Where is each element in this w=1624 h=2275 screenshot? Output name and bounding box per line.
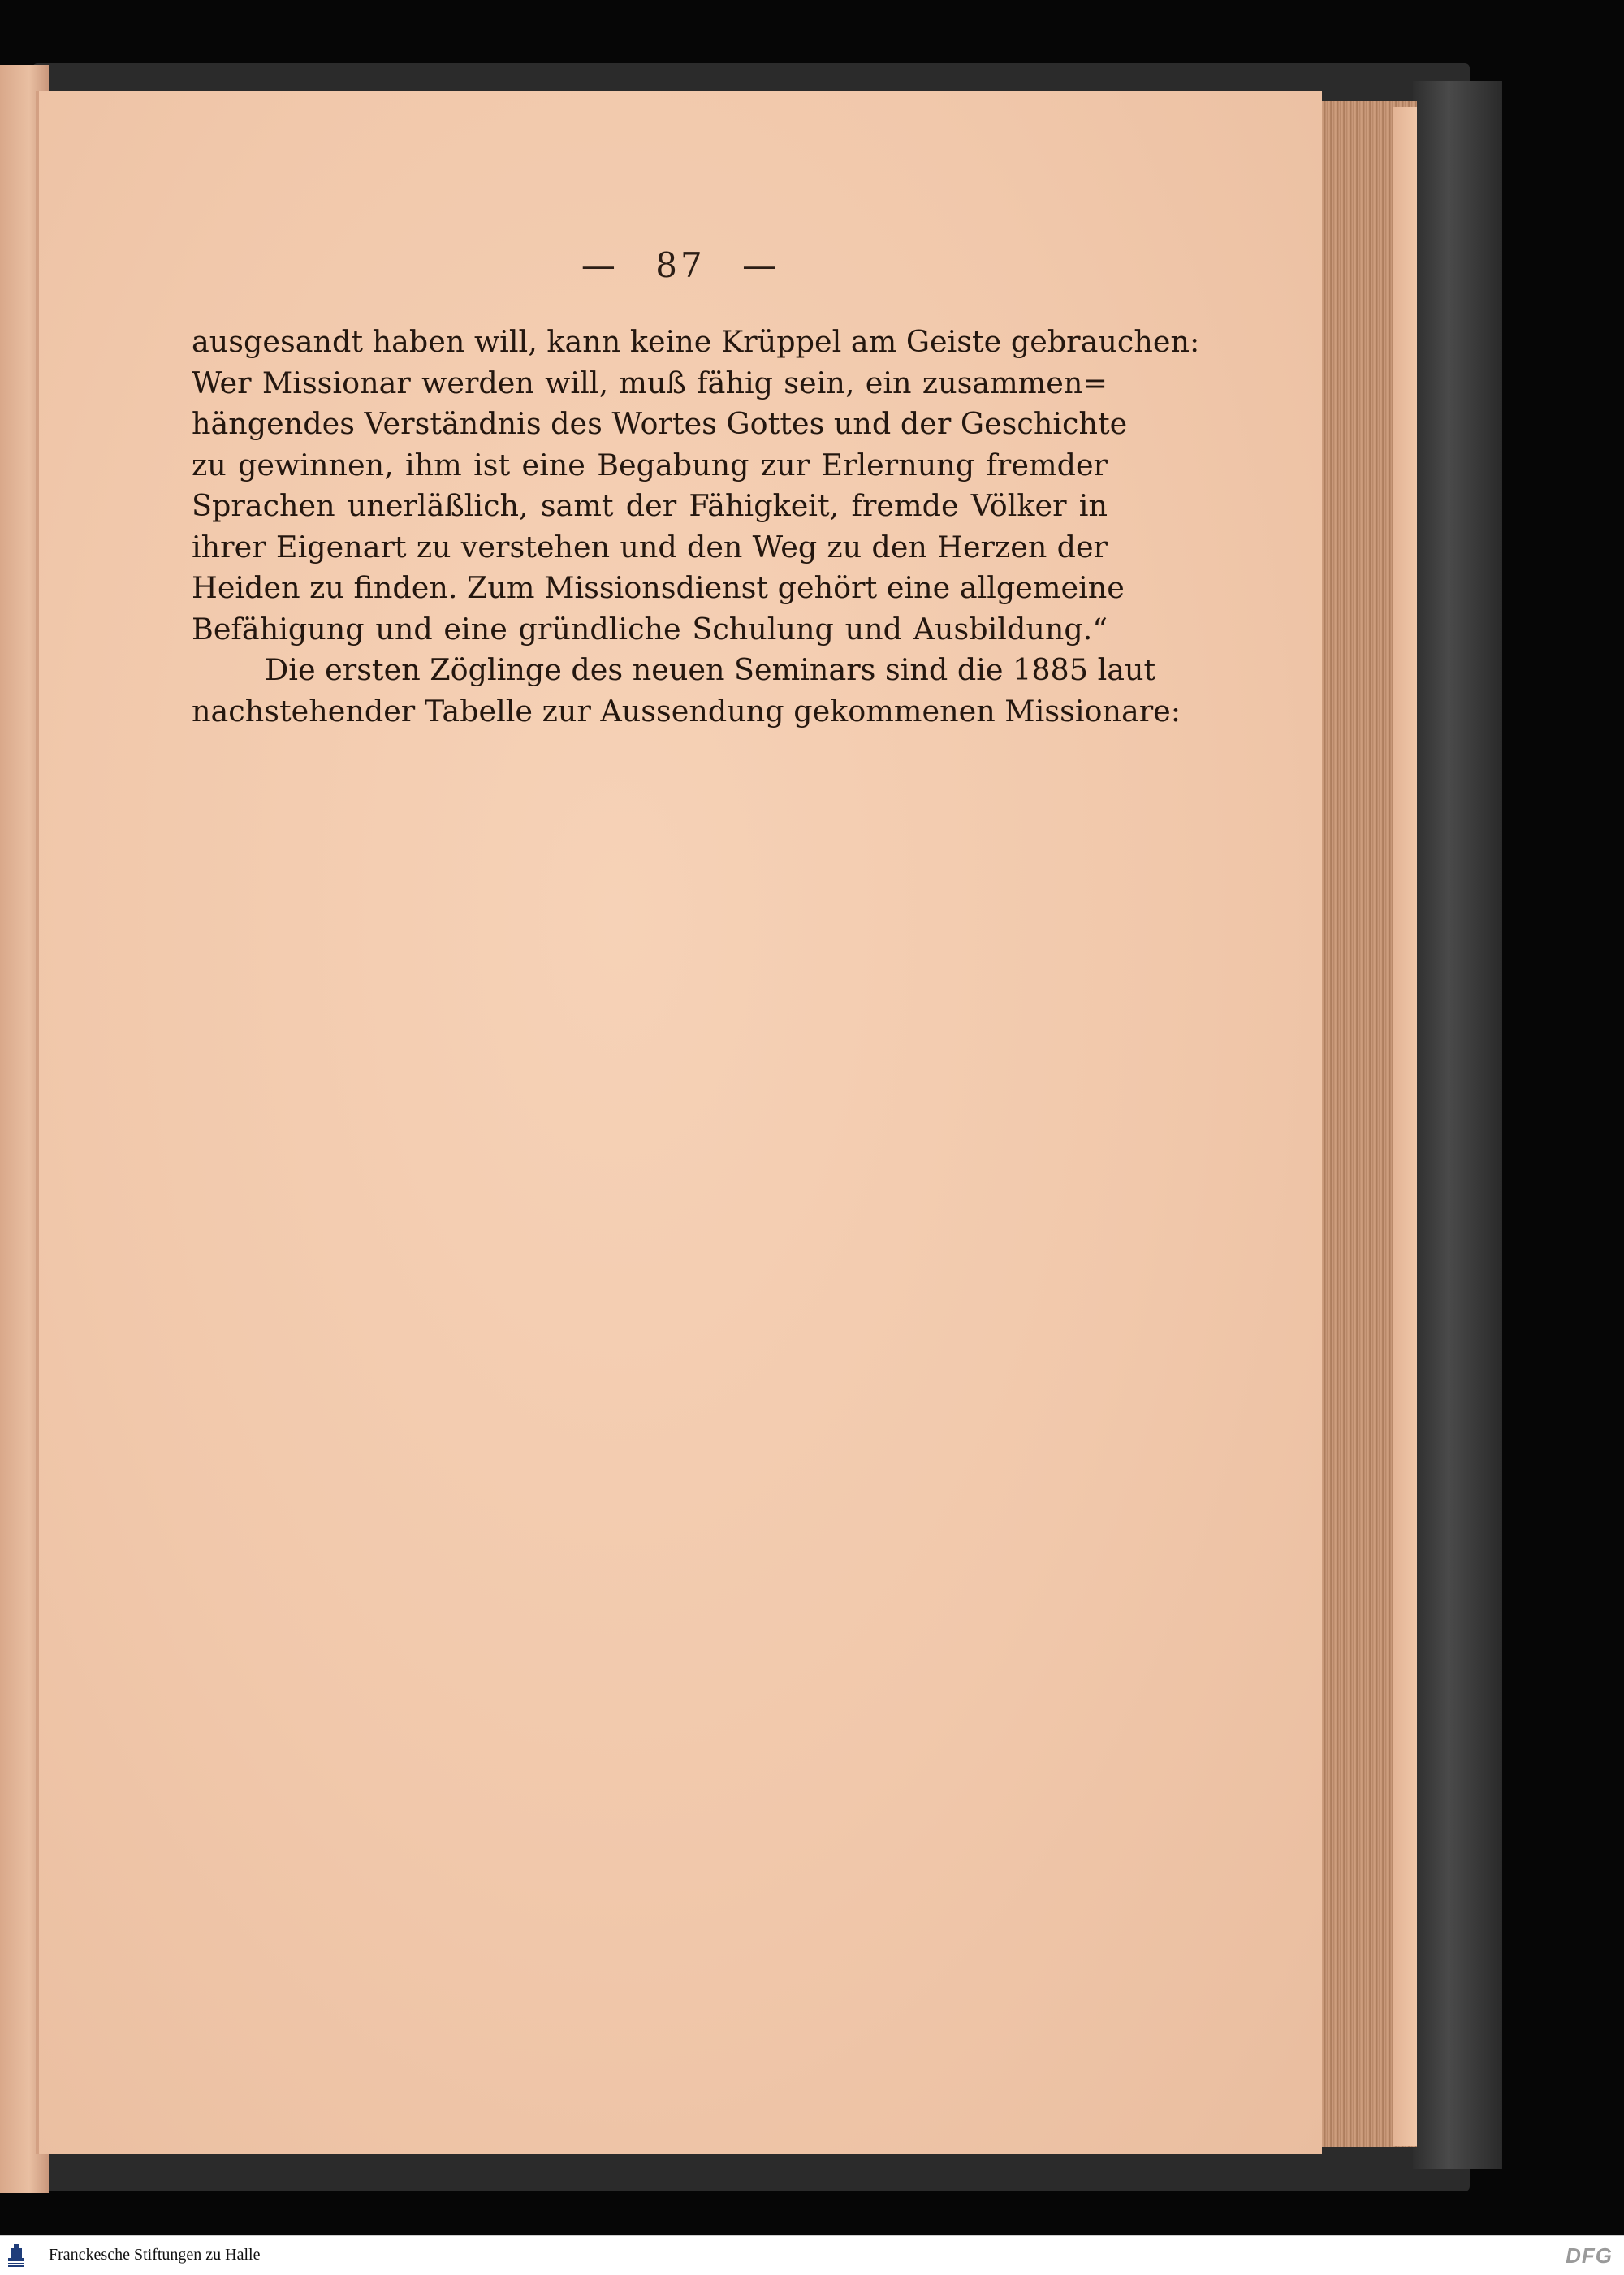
text-line: hängendes Verständnis des Wortes Gottes und der Geschichte bbox=[192, 406, 1128, 441]
text-line: Heiden zu finden. Zum Missionsdienst gehört eine allgemeine bbox=[192, 570, 1125, 605]
text-line: ausgesandt haben will, kann keine Krüppel am Geiste gebrauchen: bbox=[192, 324, 1200, 359]
text-line: Befähigung und eine gründliche Schulung und Ausbildung.“ bbox=[192, 611, 1108, 647]
text-line: ihrer Eigenart zu verstehen und den Weg zu den Herzen der bbox=[192, 529, 1108, 564]
viewer-footer bbox=[0, 2235, 1624, 2275]
text-line: Die ersten Zöglinge des neuen Seminars sind die 1885 laut bbox=[265, 652, 1156, 687]
book-spine bbox=[1413, 81, 1502, 2169]
text-line: zu gewinnen, ihm ist eine Begabung zur Erlernung fremder bbox=[192, 447, 1108, 482]
franckesche-stiftungen-logo-icon bbox=[6, 2243, 26, 2269]
body-text bbox=[192, 322, 1200, 732]
dfg-logo: DFG bbox=[1566, 2243, 1613, 2268]
institution-name[interactable]: Franckesche Stiftungen zu Halle bbox=[49, 2246, 261, 2264]
text-line: Sprachen unerläßlich, samt der Fähigkeit, fremde Völker in bbox=[192, 488, 1108, 523]
page-block-edge-right bbox=[1393, 107, 1417, 2146]
page-number: — 87 — bbox=[581, 245, 780, 285]
book-page bbox=[36, 91, 1322, 2154]
text-line: nachstehender Tabelle zur Aussendung gekommenen Missionare: bbox=[192, 693, 1181, 729]
text-line: Wer Missionar werden will, muß fähig sein, ein zusammen= bbox=[192, 365, 1108, 400]
